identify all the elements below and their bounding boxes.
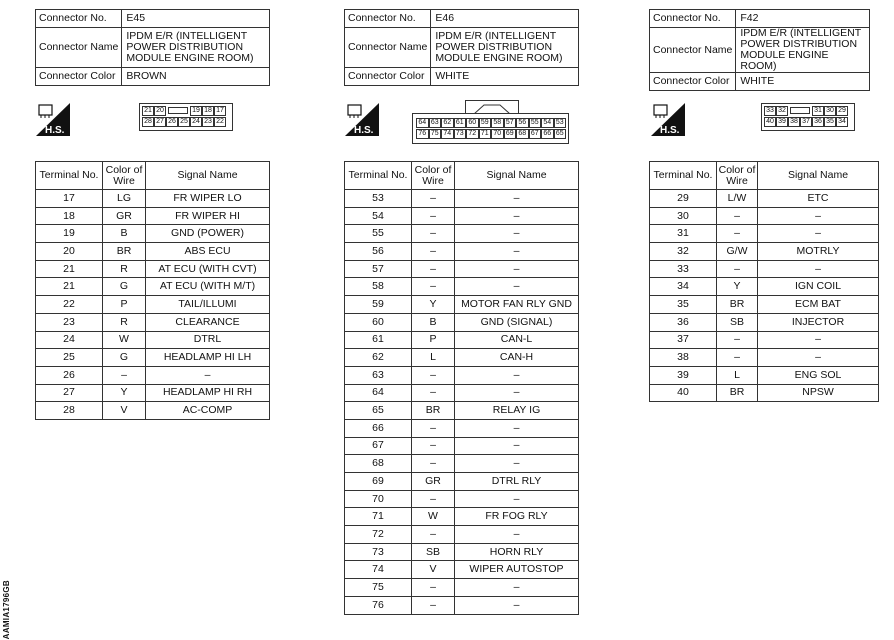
- wire-color-cell: –: [717, 260, 758, 278]
- terminal-no-cell: 25: [36, 349, 103, 367]
- signal-name-cell: WIPER AUTOSTOP: [455, 561, 579, 579]
- wire-color-cell: L/W: [717, 190, 758, 208]
- table-row: [36, 349, 270, 367]
- table-row: [650, 207, 879, 225]
- terminal-no-cell: 64: [345, 384, 412, 402]
- table-row: [36, 225, 270, 243]
- table-row: [345, 508, 579, 526]
- table-row: [36, 260, 270, 278]
- table-row: [345, 543, 579, 561]
- wire-color-cell: –: [412, 260, 455, 278]
- connector-info-f42: [649, 9, 870, 91]
- connector-pin: 73: [454, 129, 467, 139]
- table-row: [650, 296, 879, 314]
- table-row: [345, 455, 579, 473]
- connector-name-label: Connector Name: [650, 28, 736, 73]
- wire-color-cell: –: [412, 490, 455, 508]
- table-row: [345, 526, 579, 544]
- terminal-no-cell: 68: [345, 455, 412, 473]
- terminal-no-cell: 33: [650, 260, 717, 278]
- signal-name-cell: FR WIPER LO: [146, 190, 270, 208]
- hs-harness-side-icon: [36, 103, 70, 136]
- signal-name-cell: GND (POWER): [146, 225, 270, 243]
- wire-color-cell: –: [412, 225, 455, 243]
- connector-pin: 68: [516, 129, 529, 139]
- connector-key: [788, 106, 812, 116]
- terminal-no-cell: 65: [345, 402, 412, 420]
- terminal-no-cell: 28: [36, 402, 103, 420]
- wire-color-cell: –: [412, 579, 455, 597]
- hs-harness-side-icon: [651, 103, 685, 136]
- terminal-no-header: Terminal No.: [650, 162, 717, 190]
- connector-pin: 65: [554, 129, 567, 139]
- wire-color-cell: GR: [412, 473, 455, 491]
- signal-name-cell: –: [455, 225, 579, 243]
- connector-pin: 66: [541, 129, 554, 139]
- signal-name-cell: –: [758, 349, 879, 367]
- connector-pin: 17: [214, 106, 226, 116]
- connector-pin: 32: [776, 106, 788, 116]
- signal-name-header: Signal Name: [455, 162, 579, 190]
- table-row: [36, 296, 270, 314]
- table-row: [345, 437, 579, 455]
- connector-color-label: Connector Color: [650, 73, 736, 91]
- table-row: [650, 313, 879, 331]
- connector-color-label: Connector Color: [36, 68, 122, 86]
- table-row: [36, 243, 270, 261]
- connector-color-value: WHITE: [736, 73, 870, 91]
- connector-pin: 26: [166, 117, 178, 127]
- connector-no-value: F42: [736, 10, 870, 28]
- terminal-no-cell: 27: [36, 384, 103, 402]
- terminal-no-cell: 61: [345, 331, 412, 349]
- signal-name-cell: –: [455, 190, 579, 208]
- wire-color-cell: –: [412, 278, 455, 296]
- connector-pin: 35: [824, 117, 836, 127]
- terminal-no-cell: 31: [650, 225, 717, 243]
- terminal-no-cell: 55: [345, 225, 412, 243]
- table-row: [36, 313, 270, 331]
- connector-pin: 67: [529, 129, 542, 139]
- connector-key: [166, 106, 190, 116]
- terminal-no-cell: 40: [650, 384, 717, 402]
- table-row: [345, 384, 579, 402]
- terminal-no-cell: 70: [345, 490, 412, 508]
- wire-color-cell: V: [412, 561, 455, 579]
- connector-pin: 31: [812, 106, 824, 116]
- terminal-no-header: Terminal No.: [36, 162, 103, 190]
- connector-name-value: IPDM E/R (INTELLIGENT POWER DISTRIBUTION MODULE ENGINE ROOM): [122, 28, 270, 68]
- signal-name-cell: –: [455, 260, 579, 278]
- signal-name-cell: GND (SIGNAL): [455, 313, 579, 331]
- wire-color-cell: –: [412, 366, 455, 384]
- connector-pin: 56: [516, 118, 529, 128]
- table-row: [345, 490, 579, 508]
- table-row: [345, 579, 579, 597]
- terminal-no-cell: 26: [36, 366, 103, 384]
- signal-name-cell: HORN RLY: [455, 543, 579, 561]
- table-row: [345, 190, 579, 208]
- terminal-no-cell: 18: [36, 207, 103, 225]
- signal-name-cell: –: [455, 384, 579, 402]
- connector-pin: 30: [824, 106, 836, 116]
- connector-pin: 62: [441, 118, 454, 128]
- wire-color-cell: L: [717, 366, 758, 384]
- connector-pin: 18: [202, 106, 214, 116]
- signal-name-cell: –: [758, 225, 879, 243]
- connector-pin: 63: [429, 118, 442, 128]
- terminal-no-cell: 17: [36, 190, 103, 208]
- wire-color-cell: Y: [412, 296, 455, 314]
- figure-code: AAMIA1796GB: [2, 580, 11, 640]
- wire-color-cell: G: [103, 349, 146, 367]
- wire-color-cell: –: [717, 225, 758, 243]
- terminal-table-f42: [649, 161, 879, 402]
- terminal-no-cell: 21: [36, 278, 103, 296]
- signal-name-header: Signal Name: [146, 162, 270, 190]
- signal-name-cell: CAN-L: [455, 331, 579, 349]
- table-row: [345, 207, 579, 225]
- connector-no-label: Connector No.: [36, 10, 122, 28]
- terminal-no-cell: 62: [345, 349, 412, 367]
- svg-text:H.S.: H.S.: [45, 125, 65, 136]
- terminal-no-cell: 24: [36, 331, 103, 349]
- wire-color-cell: –: [412, 384, 455, 402]
- terminal-no-cell: 34: [650, 278, 717, 296]
- signal-name-cell: ETC: [758, 190, 879, 208]
- terminal-no-cell: 53: [345, 190, 412, 208]
- signal-name-cell: AT ECU (WITH CVT): [146, 260, 270, 278]
- terminal-table-e46: [344, 161, 579, 615]
- wire-color-cell: BR: [717, 296, 758, 314]
- terminal-no-cell: 23: [36, 313, 103, 331]
- signal-name-cell: ECM BAT: [758, 296, 879, 314]
- table-row: [650, 225, 879, 243]
- connector-name-value: IPDM E/R (INTELLIGENT POWER DISTRIBUTION MODULE ENGINE ROOM): [736, 28, 870, 73]
- table-row: [345, 596, 579, 614]
- wire-color-cell: G/W: [717, 243, 758, 261]
- connector-pin: 25: [178, 117, 190, 127]
- connector-pin: 27: [154, 117, 166, 127]
- wire-color-cell: W: [103, 331, 146, 349]
- connector-name-label: Connector Name: [345, 28, 431, 68]
- terminal-no-cell: 56: [345, 243, 412, 261]
- wire-color-cell: –: [412, 455, 455, 473]
- wire-color-cell: –: [412, 207, 455, 225]
- wire-color-header: Color of Wire: [412, 162, 455, 190]
- table-row: [650, 366, 879, 384]
- table-row: [345, 313, 579, 331]
- wire-color-cell: –: [412, 526, 455, 544]
- signal-name-cell: TAIL/ILLUMI: [146, 296, 270, 314]
- wire-color-cell: R: [103, 313, 146, 331]
- wire-color-cell: –: [717, 331, 758, 349]
- signal-name-cell: RELAY IG: [455, 402, 579, 420]
- connector-face-f42: [761, 103, 855, 131]
- terminal-no-cell: 36: [650, 313, 717, 331]
- connector-pin: 60: [466, 118, 479, 128]
- svg-text:H.S.: H.S.: [660, 125, 680, 136]
- signal-name-cell: –: [455, 526, 579, 544]
- terminal-no-cell: 39: [650, 366, 717, 384]
- connector-pin: 74: [441, 129, 454, 139]
- signal-name-header: Signal Name: [758, 162, 879, 190]
- connector-color-label: Connector Color: [345, 68, 431, 86]
- table-row: [650, 384, 879, 402]
- table-row: [345, 402, 579, 420]
- connector-pin: 69: [504, 129, 517, 139]
- terminal-no-cell: 75: [345, 579, 412, 597]
- terminal-no-cell: 20: [36, 243, 103, 261]
- terminal-no-cell: 73: [345, 543, 412, 561]
- connector-pin: 40: [764, 117, 776, 127]
- connector-pin: 76: [416, 129, 429, 139]
- signal-name-cell: HEADLAMP HI RH: [146, 384, 270, 402]
- connector-pin: 36: [812, 117, 824, 127]
- wire-color-cell: G: [103, 278, 146, 296]
- connector-key-slot: [790, 107, 810, 114]
- table-row: [36, 384, 270, 402]
- wire-color-cell: –: [412, 419, 455, 437]
- signal-name-cell: HEADLAMP HI LH: [146, 349, 270, 367]
- svg-text:H.S.: H.S.: [354, 125, 374, 136]
- connector-color-value: BROWN: [122, 68, 270, 86]
- wire-color-cell: BR: [717, 384, 758, 402]
- wire-color-header: Color of Wire: [103, 162, 146, 190]
- terminal-no-cell: 35: [650, 296, 717, 314]
- connector-pin: 21: [142, 106, 154, 116]
- wire-color-cell: –: [103, 366, 146, 384]
- table-row: [36, 207, 270, 225]
- wire-color-cell: BR: [412, 402, 455, 420]
- table-row: [345, 243, 579, 261]
- terminal-no-cell: 57: [345, 260, 412, 278]
- signal-name-cell: –: [455, 419, 579, 437]
- connector-pin: 59: [479, 118, 492, 128]
- terminal-no-header: Terminal No.: [345, 162, 412, 190]
- wire-color-cell: P: [412, 331, 455, 349]
- signal-name-cell: –: [455, 366, 579, 384]
- signal-name-cell: MOTOR FAN RLY GND: [455, 296, 579, 314]
- connector-pin: 23: [202, 117, 214, 127]
- signal-name-cell: –: [455, 596, 579, 614]
- signal-name-cell: FR WIPER HI: [146, 207, 270, 225]
- terminal-no-cell: 30: [650, 207, 717, 225]
- terminal-no-cell: 21: [36, 260, 103, 278]
- signal-name-cell: MOTRLY: [758, 243, 879, 261]
- table-row: [345, 419, 579, 437]
- terminal-no-cell: 76: [345, 596, 412, 614]
- terminal-no-cell: 58: [345, 278, 412, 296]
- terminal-no-cell: 72: [345, 526, 412, 544]
- connector-pin: 72: [466, 129, 479, 139]
- terminal-no-cell: 63: [345, 366, 412, 384]
- terminal-no-cell: 71: [345, 508, 412, 526]
- wire-color-cell: V: [103, 402, 146, 420]
- signal-name-cell: CAN-H: [455, 349, 579, 367]
- wire-color-cell: B: [103, 225, 146, 243]
- wire-color-cell: L: [412, 349, 455, 367]
- table-row: [345, 225, 579, 243]
- connector-pin: 33: [764, 106, 776, 116]
- connector-face-e45: [139, 103, 233, 131]
- table-row: [36, 402, 270, 420]
- table-row: [650, 278, 879, 296]
- table-row: [345, 349, 579, 367]
- table-row: [345, 473, 579, 491]
- wire-color-header: Color of Wire: [717, 162, 758, 190]
- connector-no-label: Connector No.: [345, 10, 431, 28]
- signal-name-cell: DTRL: [146, 331, 270, 349]
- wire-color-cell: BR: [103, 243, 146, 261]
- table-row: [345, 260, 579, 278]
- terminal-no-cell: 22: [36, 296, 103, 314]
- signal-name-cell: –: [455, 278, 579, 296]
- table-row: [36, 278, 270, 296]
- terminal-no-cell: 19: [36, 225, 103, 243]
- connector-color-value: WHITE: [431, 68, 579, 86]
- table-row: [345, 278, 579, 296]
- signal-name-cell: –: [455, 455, 579, 473]
- connector-no-label: Connector No.: [650, 10, 736, 28]
- connector-info-e45: [35, 9, 270, 86]
- wire-color-cell: Y: [103, 384, 146, 402]
- connector-pin: 22: [214, 117, 226, 127]
- signal-name-cell: –: [455, 243, 579, 261]
- signal-name-cell: ENG SOL: [758, 366, 879, 384]
- terminal-no-cell: 60: [345, 313, 412, 331]
- signal-name-cell: IGN COIL: [758, 278, 879, 296]
- signal-name-cell: –: [758, 331, 879, 349]
- wire-color-cell: –: [412, 243, 455, 261]
- connector-pin: 55: [529, 118, 542, 128]
- wire-color-cell: P: [103, 296, 146, 314]
- table-row: [650, 349, 879, 367]
- wire-color-cell: –: [717, 207, 758, 225]
- wire-color-cell: –: [717, 349, 758, 367]
- connector-pin: 39: [776, 117, 788, 127]
- signal-name-cell: –: [455, 437, 579, 455]
- connector-pin: 20: [154, 106, 166, 116]
- table-row: [650, 190, 879, 208]
- terminal-no-cell: 37: [650, 331, 717, 349]
- wire-color-cell: GR: [103, 207, 146, 225]
- terminal-no-cell: 74: [345, 561, 412, 579]
- terminal-no-cell: 29: [650, 190, 717, 208]
- wire-color-cell: B: [412, 313, 455, 331]
- table-row: [650, 260, 879, 278]
- table-row: [650, 243, 879, 261]
- connector-pin: 37: [800, 117, 812, 127]
- terminal-table-e45: [35, 161, 270, 420]
- connector-pin: 29: [836, 106, 848, 116]
- connector-key-slot: [168, 107, 188, 114]
- signal-name-cell: –: [455, 579, 579, 597]
- wire-color-cell: –: [412, 437, 455, 455]
- signal-name-cell: INJECTOR: [758, 313, 879, 331]
- connector-pin: 24: [190, 117, 202, 127]
- connector-pin: 71: [479, 129, 492, 139]
- signal-name-cell: CLEARANCE: [146, 313, 270, 331]
- signal-name-cell: –: [455, 207, 579, 225]
- connector-pin: 61: [454, 118, 467, 128]
- signal-name-cell: NPSW: [758, 384, 879, 402]
- signal-name-cell: FR FOG RLY: [455, 508, 579, 526]
- table-row: [345, 561, 579, 579]
- connector-name-value: IPDM E/R (INTELLIGENT POWER DISTRIBUTION MODULE ENGINE ROOM): [431, 28, 579, 68]
- terminal-no-cell: 66: [345, 419, 412, 437]
- wire-color-cell: SB: [717, 313, 758, 331]
- connector-pin: 57: [504, 118, 517, 128]
- connector-info-e46: [344, 9, 579, 86]
- signal-name-cell: ABS ECU: [146, 243, 270, 261]
- table-row: [345, 296, 579, 314]
- wire-color-cell: R: [103, 260, 146, 278]
- connector-pin: 28: [142, 117, 154, 127]
- connector-pin: 58: [491, 118, 504, 128]
- terminal-no-cell: 38: [650, 349, 717, 367]
- terminal-no-cell: 69: [345, 473, 412, 491]
- connector-pin: 38: [788, 117, 800, 127]
- connector-no-value: E45: [122, 10, 270, 28]
- signal-name-cell: –: [146, 366, 270, 384]
- connector-pin: 19: [190, 106, 202, 116]
- wire-color-cell: Y: [717, 278, 758, 296]
- wire-color-cell: –: [412, 190, 455, 208]
- terminal-no-cell: 54: [345, 207, 412, 225]
- connector-pin: 34: [836, 117, 848, 127]
- terminal-no-cell: 67: [345, 437, 412, 455]
- connector-no-value: E46: [431, 10, 579, 28]
- table-row: [345, 366, 579, 384]
- connector-face-e46: [412, 113, 569, 144]
- connector-pin: 64: [416, 118, 429, 128]
- table-row: [36, 366, 270, 384]
- signal-name-cell: DTRL RLY: [455, 473, 579, 491]
- table-row: [345, 331, 579, 349]
- wire-color-cell: SB: [412, 543, 455, 561]
- signal-name-cell: –: [758, 260, 879, 278]
- connector-pin: 75: [429, 129, 442, 139]
- signal-name-cell: AC-COMP: [146, 402, 270, 420]
- connector-pin: 53: [554, 118, 567, 128]
- signal-name-cell: –: [455, 490, 579, 508]
- table-row: [650, 331, 879, 349]
- wire-color-cell: LG: [103, 190, 146, 208]
- wire-color-cell: –: [412, 596, 455, 614]
- signal-name-cell: AT ECU (WITH M/T): [146, 278, 270, 296]
- table-row: [36, 331, 270, 349]
- table-row: [36, 190, 270, 208]
- connector-name-label: Connector Name: [36, 28, 122, 68]
- connector-pin: 54: [541, 118, 554, 128]
- terminal-no-cell: 32: [650, 243, 717, 261]
- terminal-no-cell: 59: [345, 296, 412, 314]
- wire-color-cell: W: [412, 508, 455, 526]
- connector-pin: 70: [491, 129, 504, 139]
- signal-name-cell: –: [758, 207, 879, 225]
- hs-harness-side-icon: [345, 103, 379, 136]
